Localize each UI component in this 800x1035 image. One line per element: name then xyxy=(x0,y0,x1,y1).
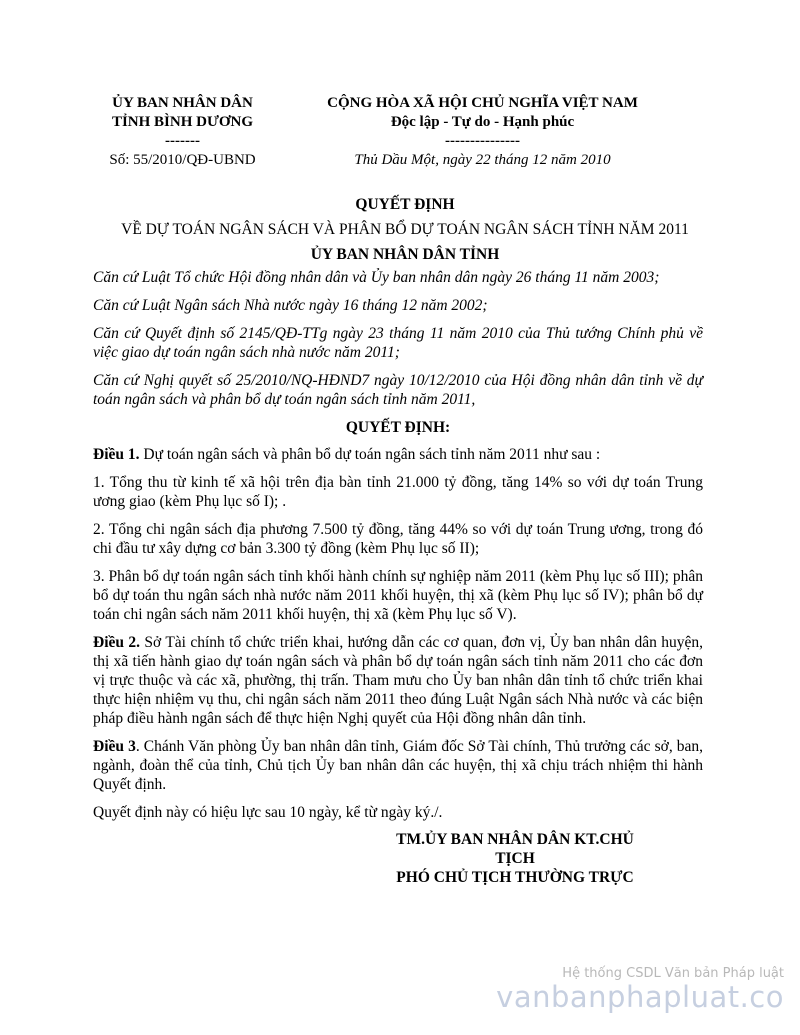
title-block xyxy=(60,192,750,267)
signature-line-3: PHÓ CHỦ TỊCH THƯỜNG TRỰC xyxy=(396,869,634,886)
document-subject: VỀ DỰ TOÁN NGÂN SÁCH VÀ PHÂN BỔ DỰ TOÁN NGÂN SÁCH TỈNH NĂM 2011 xyxy=(121,221,689,238)
signature-line-2: TỊCH xyxy=(495,850,535,867)
article-3-label: Điều 3 xyxy=(93,738,136,755)
national-header xyxy=(290,94,675,170)
country-name: CỘNG HÒA XÃ HỘI CHỦ NGHĨA VIỆT NAM xyxy=(327,95,638,111)
document-number: Số: 55/2010/QĐ-UBND xyxy=(109,152,256,168)
document-body xyxy=(93,268,703,831)
legal-basis-3: Căn cứ Quyết định số 2145/QĐ-TTg ngày 23 tháng 11 năm 2010 của Thủ tướng Chính phủ về việc giao dự toán ngân sách nhà nước năm 2011; xyxy=(93,325,703,361)
signature-line-1: TM.ỦY BAN NHÂN DÂN KT.CHỦ xyxy=(396,831,634,848)
legal-basis-2: Căn cứ Luật Ngân sách Nhà nước ngày 16 tháng 12 năm 2002; xyxy=(93,297,488,314)
article-1-item-3: 3. Phân bổ dự toán ngân sách tỉnh khối hành chính sự nghiệp năm 2011 (kèm Phụ lục số III); phân bổ dự toán thu ngân sách nhà nước năm 2011 khối huyện, thị xã (kèm Phụ lục số IV); phân bổ dự toán chi ngân sách năm 2011 khối huyện, thị xã (kèm Phụ lục số V). xyxy=(93,568,703,623)
article-1-item-2: 2. Tổng chi ngân sách địa phương 7.500 tỷ đồng, tăng 44% so với dự toán Trung ương, trong đó chi đầu tư xây dựng cơ bản 3.300 tỷ đồng (kèm Phụ lục số II); xyxy=(93,521,703,557)
national-motto: Độc lập - Tự do - Hạnh phúc xyxy=(390,114,575,130)
article-1-item-1: 1. Tổng thu từ kinh tế xã hội trên địa bàn tỉnh 21.000 tỷ đồng, tăng 14% so với dự toán Trung ương giao (kèm Phụ lục số I); . xyxy=(93,474,703,510)
effective-clause: Quyết định này có hiệu lực sau 10 ngày, kể từ ngày ký./. xyxy=(93,804,443,821)
article-3-text: . Chánh Văn phòng Ủy ban nhân dân tỉnh, Giám đốc Sở Tài chính, Thủ trưởng các sở, ban, ngành, đoàn thể của tỉnh, Chủ tịch Ủy ban nhân dân các huyện, thị xã chịu trách nhiệm thi hành Quyết định. xyxy=(93,738,704,793)
issuing-authority: ỦY BAN NHÂN DÂN TỈNH xyxy=(310,246,500,263)
article-1-text: Dự toán ngân sách và phân bổ dự toán ngân sách tỉnh năm 2011 như sau : xyxy=(139,446,601,463)
legal-basis-4: Căn cứ Nghị quyết số 25/2010/NQ-HĐND7 ngày 10/12/2010 của Hội đồng nhân dân tỉnh về dự toán ngân sách và phân bổ dự toán ngân sách tỉnh năm 2011, xyxy=(93,372,703,408)
issuer-block xyxy=(90,94,275,170)
watermark-site: vanbanphapluat.co xyxy=(496,980,784,1014)
article-2-text: Sở Tài chính tổ chức triển khai, hướng dẫn các cơ quan, đơn vị, Ủy ban nhân dân huyện, thị xã tiến hành giao dự toán ngân sách và phân bổ dự toán ngân sách tỉnh năm 2011 cho các đơn vị trực thuộc và các xã, phường, thị trấn. Tham mưu cho Ủy ban nhân dân tỉnh tổ chức triển khai thực hiện nhiệm vụ thu, chi ngân sách năm 2011 theo đúng Luật Ngân sách Nhà nước và các biện pháp điều hành ngân sách để thực hiện Nghị quyết của Hội đồng nhân dân tỉnh. xyxy=(93,634,703,727)
article-3 xyxy=(93,737,703,794)
document-type: QUYẾT ĐỊNH xyxy=(355,196,455,213)
motto-separator: --------------- xyxy=(445,133,520,149)
legal-basis-1: Căn cứ Luật Tổ chức Hội đồng nhân dân và Ủy ban nhân dân ngày 26 tháng 11 năm 2003; xyxy=(93,269,660,286)
decision-heading: QUYẾT ĐỊNH: xyxy=(345,419,451,436)
issuer-org-line2: TỈNH BÌNH DƯƠNG xyxy=(111,114,254,130)
article-2-label: Điều 2. xyxy=(93,634,141,651)
article-1-label: Điều 1. xyxy=(93,446,140,463)
issuer-separator: ------- xyxy=(165,133,200,149)
article-1 xyxy=(93,445,703,464)
watermark-caption: Hệ thống CSDL Văn bản Pháp luật xyxy=(562,966,784,981)
issuer-org-line1: ỦY BAN NHÂN DÂN xyxy=(112,95,253,111)
signature-block xyxy=(370,830,660,887)
issue-date: Thủ Dầu Một, ngày 22 tháng 12 năm 2010 xyxy=(354,152,611,168)
article-2 xyxy=(93,633,703,728)
